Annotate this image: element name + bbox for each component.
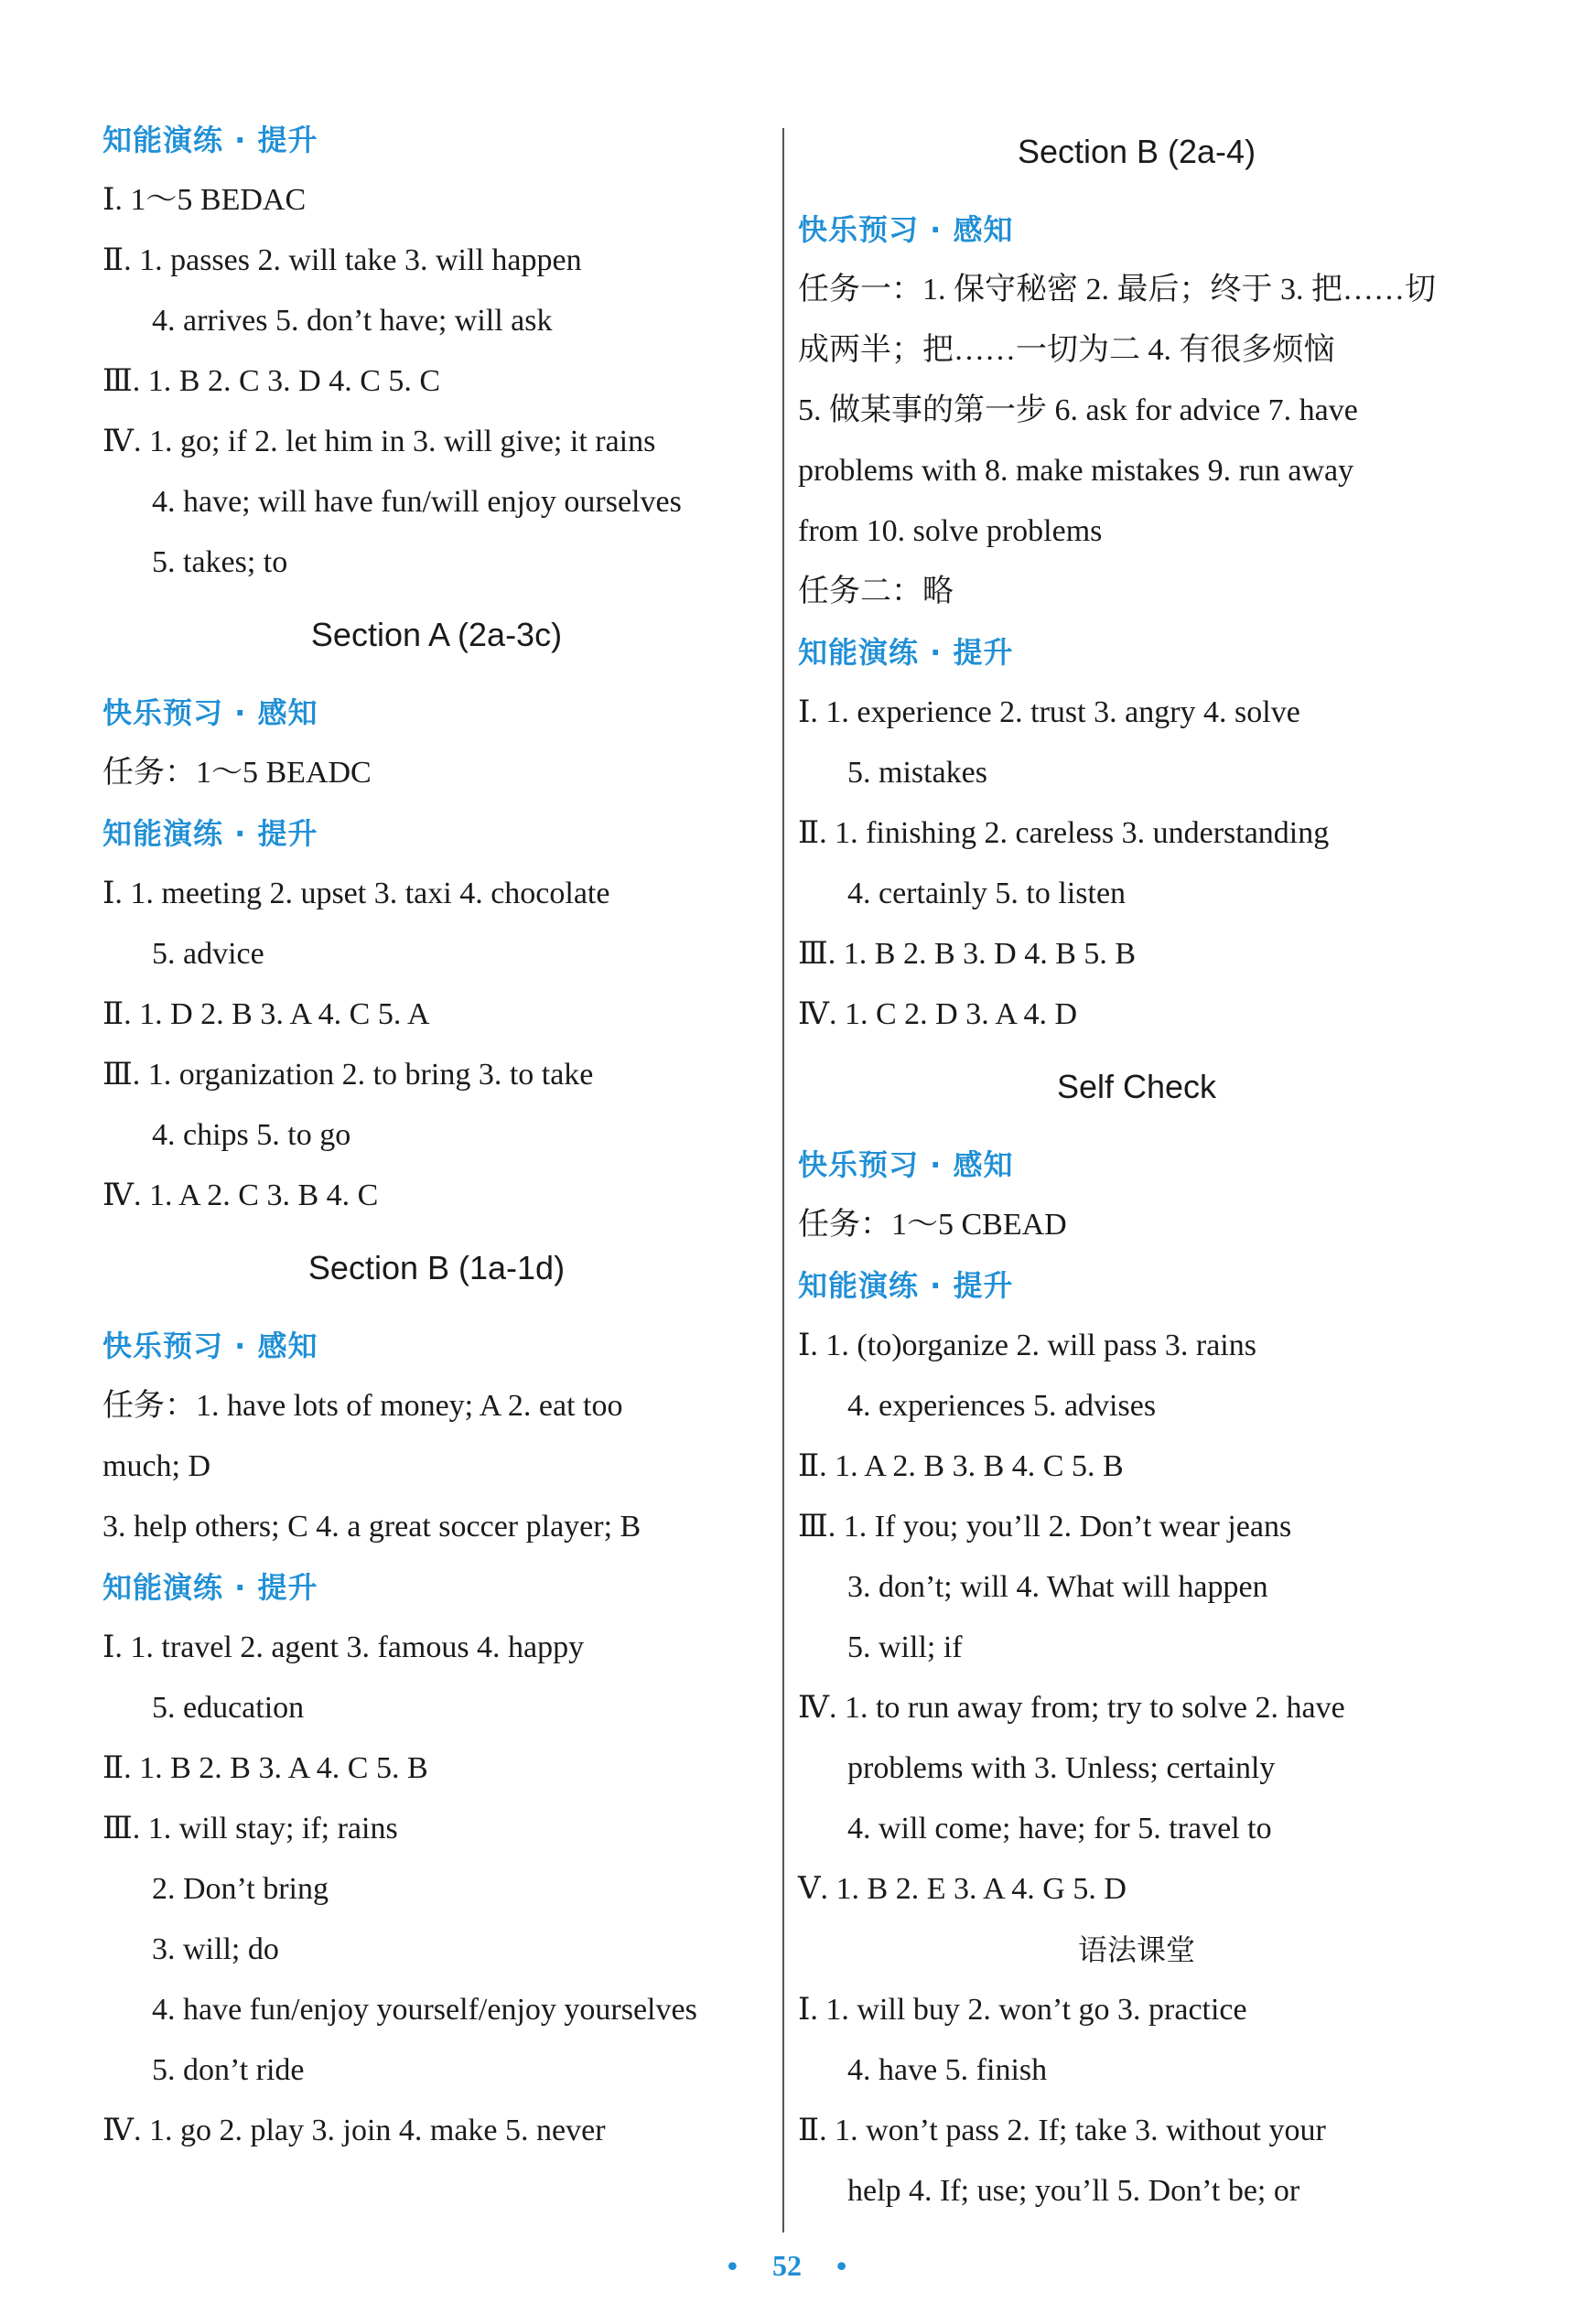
answer-line: problems with 3. Unless; certainly [847, 1751, 1276, 1785]
right-column [798, 110, 1475, 2222]
answer-line: 4. chips 5. to go [152, 1118, 351, 1152]
answer-line: 5. mistakes [847, 756, 987, 790]
subsection-heading: 快乐预习 · 感知 [102, 695, 318, 730]
answer-line: 4. certainly 5. to listen [847, 877, 1127, 910]
answer-line: Ⅳ. 1. go 2. play 3. join 4. make 5. never [102, 2114, 606, 2147]
answer-line: from 10. solve problems [798, 514, 1103, 548]
answer-line: Ⅰ. 1. will buy 2. won’t go 3. practice [798, 1993, 1247, 2027]
answer-line: Ⅳ. 1. A 2. C 3. B 4. C [102, 1178, 379, 1212]
answer-line: Ⅱ. 1. B 2. B 3. A 4. C 5. B [102, 1751, 428, 1785]
answer-line: Ⅰ. 1. experience 2. trust 3. angry 4. solve [798, 695, 1300, 729]
subsection-heading: 知能演练 · 提升 [798, 1268, 1014, 1303]
answer-line: problems with 8. make mistakes 9. run away [798, 454, 1354, 488]
answer-line: Ⅳ. 1. to run away from; try to solve 2. have [798, 1691, 1345, 1725]
answer-line: 任务：1. have lots of money; A 2. eat too [102, 1389, 623, 1423]
answer-line: Ⅲ. 1. B 2. C 3. D 4. C 5. C [102, 364, 441, 398]
answer-line: 任务一：1. 保守秘密 2. 最后；终于 3. 把……切 [798, 273, 1436, 307]
answer-line: Ⅰ. 1. meeting 2. upset 3. taxi 4. chocolate [102, 877, 610, 910]
answer-line: Ⅱ. 1. won’t pass 2. If; take 3. without your [798, 2114, 1326, 2147]
answer-line: Ⅴ. 1. B 2. E 3. A 4. G 5. D [798, 1872, 1127, 1906]
answer-line: 任务：1～5 CBEAD [798, 1208, 1067, 1242]
section-heading: Self Check [1056, 1068, 1217, 1105]
answer-line: 3. help others; C 4. a great soccer player; B [102, 1510, 641, 1544]
answer-line: 5. 做某事的第一步 6. ask for advice 7. have [798, 393, 1358, 427]
answer-line: 4. experiences 5. advises [847, 1389, 1157, 1423]
answer-line: Ⅲ. 1. If you; you’ll 2. Don’t wear jeans [798, 1510, 1292, 1544]
answer-line: help 4. If; use; you’ll 5. Don’t be; or [847, 2174, 1300, 2208]
answer-line: 3. don’t; will 4. What will happen [847, 1570, 1268, 1604]
answer-line: 5. will; if [847, 1630, 963, 1664]
answer-line: 5. advice [152, 937, 264, 971]
answer-line: 3. will; do [152, 1932, 279, 1966]
answer-line: 4. will come; have; for 5. travel to [847, 1812, 1272, 1845]
answer-line: Ⅲ. 1. organization 2. to bring 3. to take [102, 1058, 594, 1092]
answer-line: 成两半；把……一切为二 4. 有很多烦恼 [798, 333, 1335, 367]
answer-line: Ⅲ. 1. B 2. B 3. D 4. B 5. B [798, 937, 1137, 971]
section-heading: Section B (2a-4) [1017, 133, 1256, 170]
answer-line: Ⅱ. 1. finishing 2. careless 3. understanding [798, 816, 1330, 850]
answer-line: Ⅰ. 1. (to)organize 2. will pass 3. rains [798, 1329, 1256, 1362]
answer-line: Ⅳ. 1. go; if 2. let him in 3. will give; it rains [102, 425, 656, 458]
answer-line: 5. takes; to [152, 545, 288, 579]
subsection-heading: 知能演练 · 提升 [798, 635, 1014, 670]
subsection-heading: 知能演练 · 提升 [102, 816, 318, 851]
answer-line: Ⅰ. 1. travel 2. agent 3. famous 4. happy [102, 1630, 585, 1664]
page-number: • 52 • [727, 2249, 847, 2282]
subsection-heading: 知能演练 · 提升 [102, 1570, 318, 1605]
section-heading: Section A (2a-3c) [310, 616, 563, 653]
subsection-heading: 快乐预习 · 感知 [798, 212, 1014, 247]
section-heading: Section B (1a-1d) [307, 1249, 566, 1286]
answer-line: 4. arrives 5. don’t have; will ask [152, 304, 553, 338]
answer-line: Ⅱ. 1. A 2. B 3. B 4. C 5. B [798, 1449, 1124, 1483]
answer-line: 任务：1～5 BEADC [102, 756, 372, 790]
subsection-heading: 知能演练 · 提升 [102, 123, 318, 157]
column-divider [782, 128, 784, 2233]
page-number-text: 52 [772, 2249, 802, 2282]
answer-line: Ⅱ. 1. passes 2. will take 3. will happen [102, 243, 582, 277]
section-heading: 语法课堂 [1077, 1932, 1195, 1967]
answer-line: 4. have fun/enjoy yourself/enjoy yourselves [152, 1993, 697, 2027]
answer-line: 5. don’t ride [152, 2053, 305, 2087]
answer-line: 5. education [152, 1691, 305, 1725]
subsection-heading: 快乐预习 · 感知 [102, 1329, 318, 1363]
answer-line: Ⅲ. 1. will stay; if; rains [102, 1812, 398, 1845]
answer-line: Ⅰ. 1～5 BEDAC [102, 183, 307, 217]
answer-line: 2. Don’t bring [152, 1872, 329, 1906]
answer-line: 4. have; will have fun/will enjoy ourselves [152, 485, 682, 519]
answer-line: Ⅱ. 1. D 2. B 3. A 4. C 5. A [102, 997, 430, 1031]
answer-line: much; D [102, 1449, 211, 1483]
left-column [102, 110, 771, 2161]
answer-line: 4. have 5. finish [847, 2053, 1048, 2087]
answer-line: Ⅳ. 1. C 2. D 3. A 4. D [798, 997, 1078, 1031]
subsection-heading: 快乐预习 · 感知 [798, 1147, 1014, 1182]
answer-line: 任务二：略 [798, 575, 954, 608]
